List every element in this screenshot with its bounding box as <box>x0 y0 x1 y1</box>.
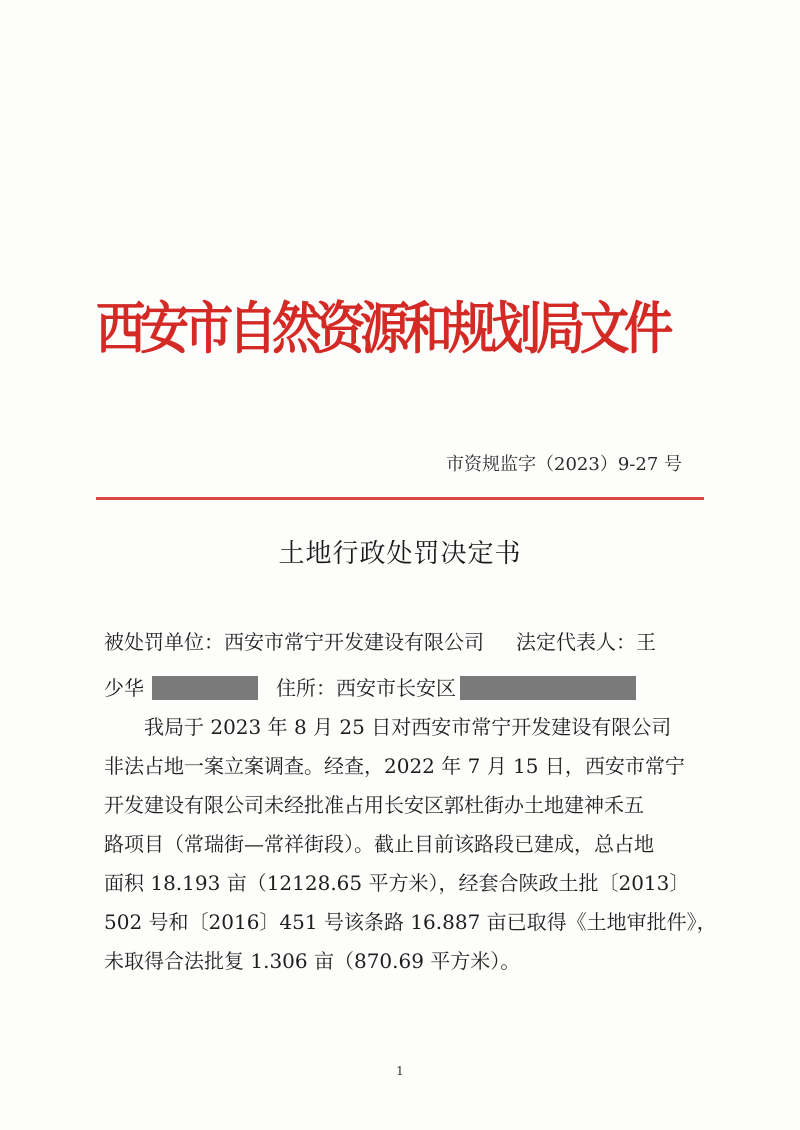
paragraph-line: 我局于 2023 年 8 月 25 日对西安市常宁开发建设有限公司 <box>144 715 672 739</box>
red-divider-line <box>96 497 704 500</box>
legal-representative-name-end: 少华 <box>104 676 144 700</box>
redaction-block <box>460 676 636 700</box>
paragraph-line: 路项目（常瑞街—常祥街段）。截止目前该路段已建成，总占地 <box>104 832 654 856</box>
party-line-1 <box>104 630 704 654</box>
paragraph-line: 未取得合法批复 1.306 亩（870.69 平方米）。 <box>104 949 521 973</box>
investigation-paragraph <box>104 708 717 981</box>
penalized-unit: 被处罚单位：西安市常宁开发建设有限公司 <box>104 630 484 654</box>
address-label: 住所：西安市长安区 <box>276 676 456 700</box>
party-line-2 <box>104 676 704 700</box>
paragraph-line: 面积 18.193 亩（12128.65 平方米），经套合陕政土批〔2013〕 <box>104 871 690 895</box>
paragraph-line: 非法占地一案立案调查。经查，2022 年 7 月 15 日，西安市常宁 <box>104 754 685 778</box>
page-number: 1 <box>396 1064 404 1078</box>
legal-representative-label: 法定代表人：王 <box>516 630 656 654</box>
redaction-block <box>152 676 258 700</box>
document-number: 市资规监字（2023）9-27 号 <box>446 454 682 475</box>
paragraph-line: 开发建设有限公司未经批准占用长安区郭杜街办土地建神禾五 <box>104 793 644 817</box>
agency-header-title: 西安市自然资源和规划局文件 <box>96 296 668 362</box>
paragraph-line: 502 号和〔2016〕451 号该条路 16.887 亩已取得《土地审批件》， <box>104 910 717 934</box>
document-subtitle: 土地行政处罚决定书 <box>278 539 522 569</box>
